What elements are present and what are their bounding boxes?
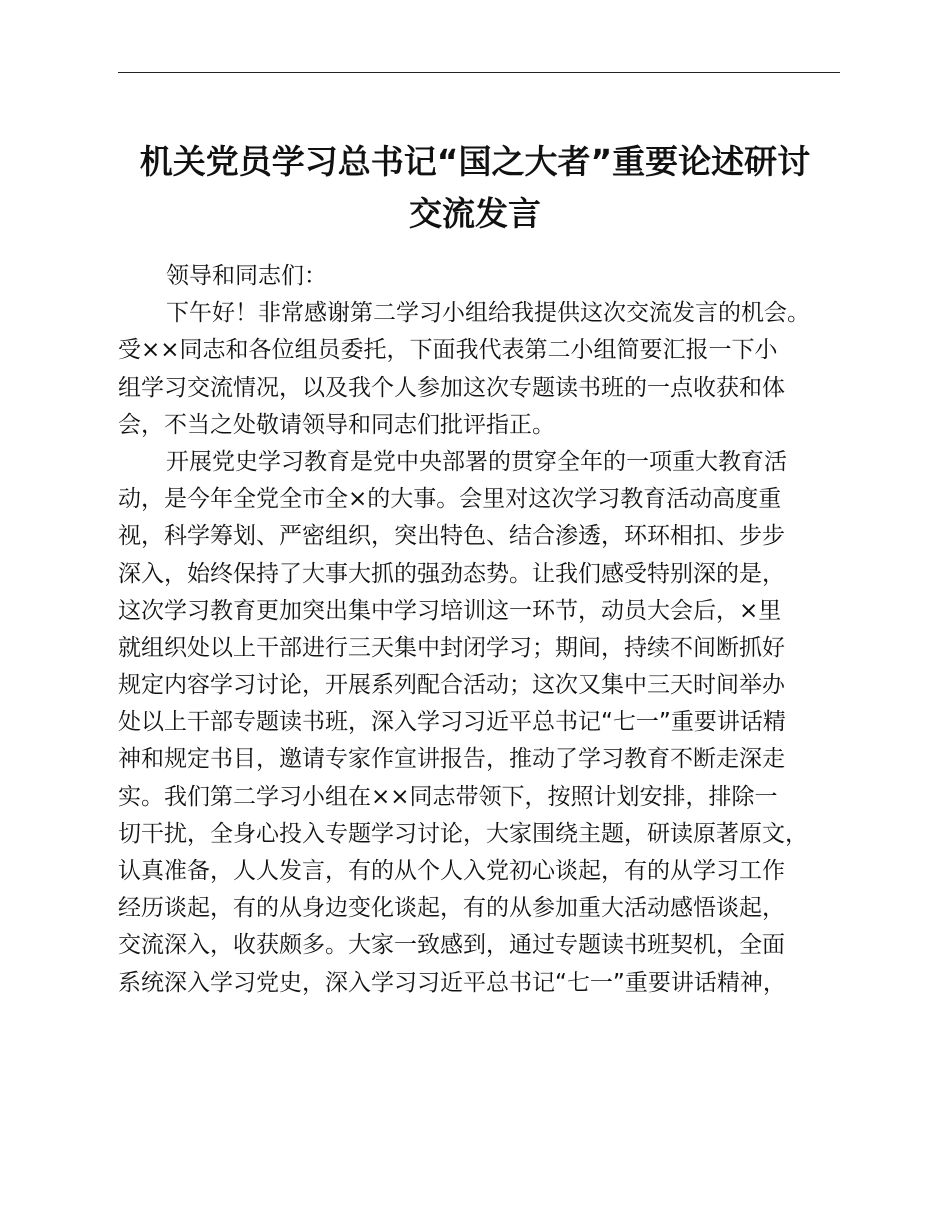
paragraph-line: 动，是今年全党全市全×的大事。会里对这次学习教育活动高度重 xyxy=(118,486,782,513)
paragraph-line: 组学习交流情况，以及我个人参加这次专题读书班的一点收获和体 xyxy=(118,374,785,401)
salutation: 领导和同志们： xyxy=(166,263,327,289)
page-title xyxy=(100,136,850,240)
paragraph-line: 就组织处以上干部进行三天集中封闭学习；期间，持续不间断抓好 xyxy=(118,634,785,661)
paragraph-line: 这次学习教育更加突出集中学习培训这一环节，动员大会后，×里 xyxy=(118,597,782,624)
document-body xyxy=(118,258,878,1002)
paragraph-line: 交流深入，收获颇多。大家一致感到，通过专题读书班契机，全面 xyxy=(118,932,785,959)
paragraph-line: 处以上干部专题读书班，深入学习习近平总书记“七一”重要讲话精 xyxy=(118,709,786,736)
paragraph-line: 神和规定书目，邀请专家作宣讲报告，推动了学习教育不断走深走 xyxy=(118,746,785,773)
paragraph-line: 认真准备，人人发言，有的从个人入党初心谈起，有的从学习工作 xyxy=(118,858,785,884)
title-line: 交流发言 xyxy=(409,194,541,233)
paragraph-line: 实。我们第二学习小组在××同志带领下，按照计划安排，排除一 xyxy=(118,783,778,810)
header-rule xyxy=(118,72,840,73)
paragraph-line: 切干扰，全身心投入专题学习讨论，大家围绕主题，研读原著原文， xyxy=(118,820,808,847)
paragraph-line: 下午好！非常感谢第二学习小组给我提供这次交流发言的机会。 xyxy=(166,300,810,327)
paragraph-line: 受××同志和各位组员委托，下面我代表第二小组简要汇报一下小 xyxy=(118,337,778,364)
paragraph-line: 系统深入学习党史，深入学习习近平总书记“七一”重要讲话精神， xyxy=(118,969,786,996)
paragraph-line: 开展党史学习教育是党中央部署的贯穿全年的一项重大教育活 xyxy=(166,448,787,475)
paragraph-line: 会，不当之处敬请领导和同志们批评指正。 xyxy=(118,411,555,438)
paragraph-line: 规定内容学习讨论，开展系列配合活动；这次又集中三天时间举办 xyxy=(118,672,785,699)
paragraph-line: 深入，始终保持了大事大抓的强劲态势。让我们感受特别深的是， xyxy=(118,560,785,587)
paragraph-line: 经历谈起，有的从身边变化谈起，有的从参加重大活动感悟谈起， xyxy=(118,895,785,922)
paragraph-line: 视，科学筹划、严密组织，突出特色、结合渗透，环环相扣、步步 xyxy=(118,523,785,550)
title-line: 机关党员学习总书记“国之大者”重要论述研讨 xyxy=(139,142,811,181)
